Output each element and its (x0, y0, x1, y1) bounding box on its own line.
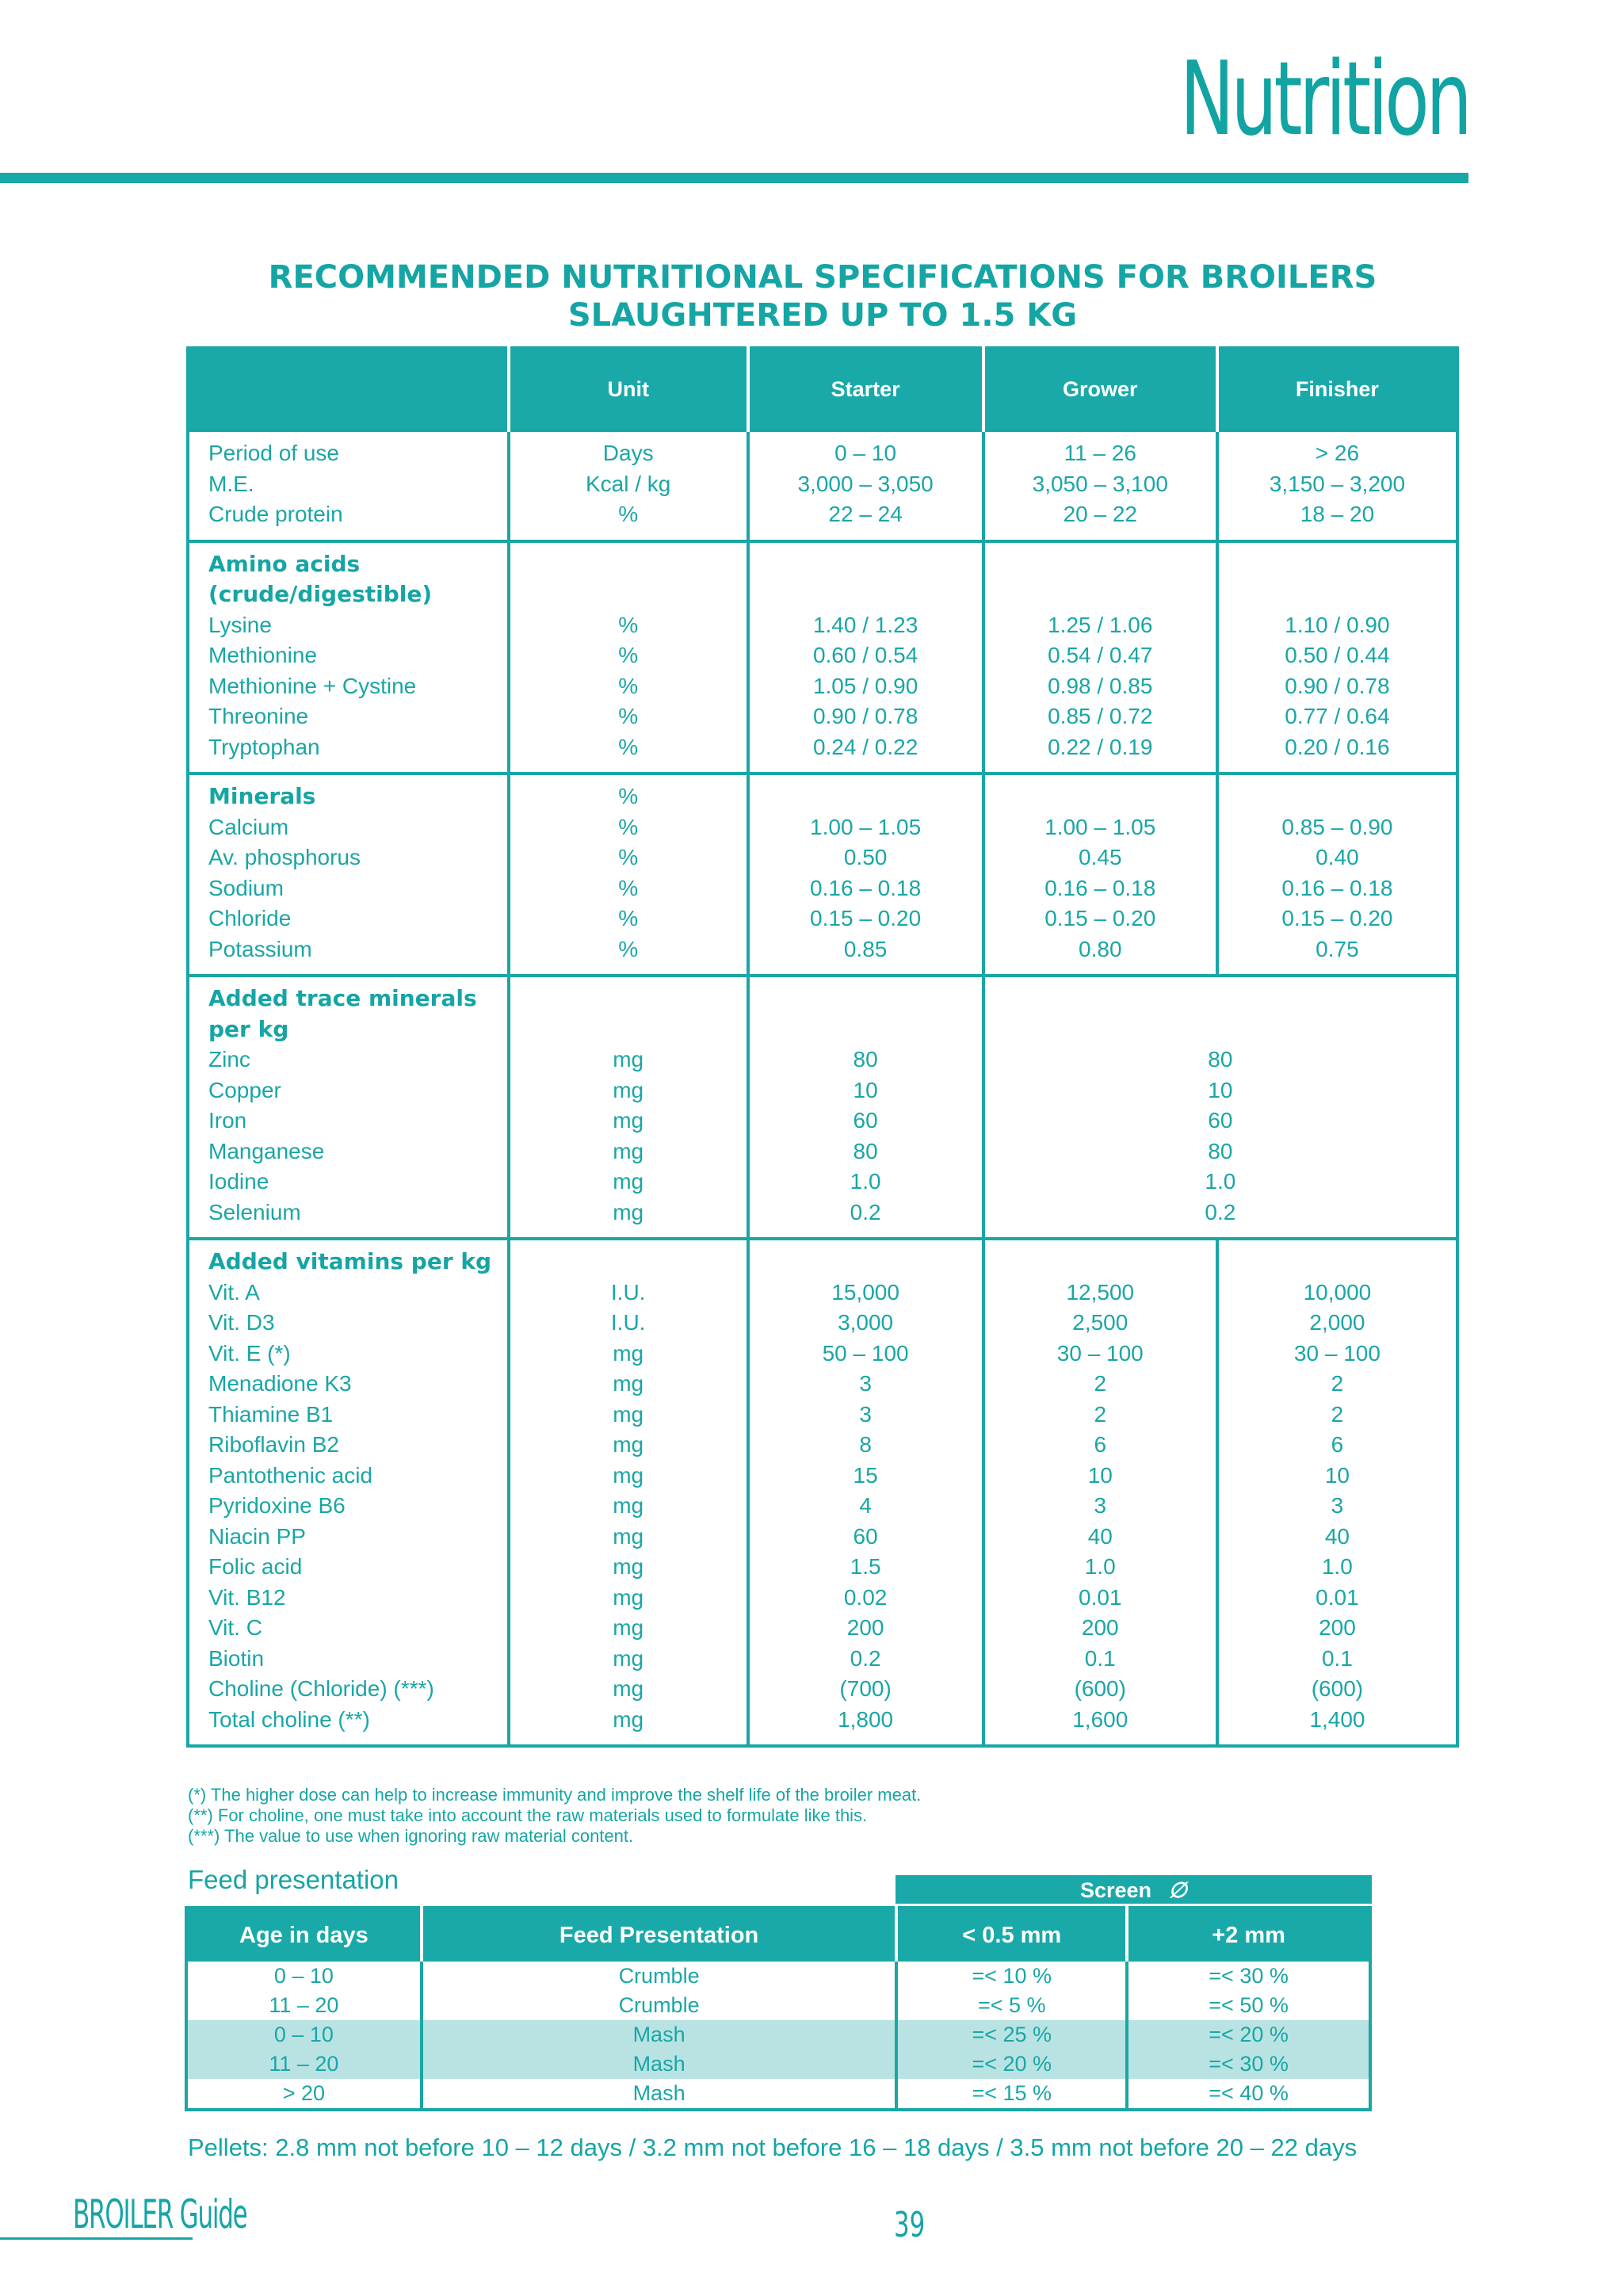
nutrition-spec-table (186, 346, 1459, 1748)
presentation-cell: Crumble (422, 1991, 897, 2020)
row-label: Selenium (208, 1199, 301, 1224)
grower-value: 12,500 (1066, 1279, 1135, 1305)
minerals-labels (189, 775, 507, 974)
fine-cell: =< 25 % (896, 2020, 1127, 2050)
row-label: Manganese (208, 1138, 325, 1163)
unit-value: mg (613, 1371, 644, 1396)
starter-value: 22 – 24 (828, 502, 903, 526)
finisher-value: 30 – 100 (1293, 1340, 1381, 1366)
minerals-grower (985, 775, 1216, 974)
unit-value: % (618, 784, 639, 808)
presentation-cell: Mash (422, 2020, 897, 2050)
starter-value: 10 (853, 1077, 878, 1102)
grower-value: 0.01 (1079, 1584, 1122, 1610)
presentation-cell: Mash (422, 2079, 897, 2110)
starter-value: 200 (846, 1615, 884, 1640)
unit-value: % (618, 906, 639, 930)
trace-labels (189, 977, 507, 1237)
unit-value: mg (613, 1584, 644, 1610)
footer-brand: BROILER Guide (73, 2191, 247, 2237)
column-header-presentation: Feed Presentation (422, 1908, 897, 1962)
minerals-finisher (1219, 775, 1456, 974)
starter-value: 0.60 / 0.54 (812, 643, 918, 667)
grower-value: 200 (1081, 1615, 1119, 1640)
grower-value: 1,600 (1072, 1706, 1128, 1732)
unit-value: % (618, 936, 639, 961)
trace-grower-finisher (985, 977, 1456, 1237)
unit-value: mg (613, 1077, 644, 1102)
finisher-value: 200 (1319, 1615, 1356, 1640)
row-label: Threonine (208, 704, 309, 728)
unit-value: mg (613, 1340, 644, 1366)
coarse-cell: =< 20 % (1127, 2020, 1370, 2050)
section-heading: per kg (208, 1015, 289, 1042)
general-grower (985, 432, 1216, 540)
column-header-starter: Starter (748, 348, 983, 430)
pellets-note: Pellets: 2.8 mm not before 10 – 12 days / 3.2 mm not before 16 – 18 days / 3.5 mm not before 20 – 22 days (188, 2134, 1358, 2161)
starter-value: 1.40 / 1.23 (812, 612, 918, 637)
page-section-title: Nutrition (1179, 40, 1468, 159)
finisher-value: 1.10 / 0.90 (1285, 612, 1390, 637)
grower-value: 1.25 / 1.06 (1048, 612, 1153, 637)
row-label: Thiamine B1 (208, 1401, 334, 1427)
row-label: Period of use (208, 441, 339, 465)
finisher-value: 40 (1324, 1523, 1350, 1549)
footnote: (**) For choline, one must take into account the raw materials used to formulate like this. (188, 1805, 868, 1825)
trace-starter (750, 977, 982, 1237)
row-label: Potassium (208, 936, 312, 961)
finisher-value: 2 (1331, 1401, 1344, 1427)
grower-value: 0.54 / 0.47 (1048, 643, 1153, 667)
section-heading: Added vitamins per kg (208, 1248, 492, 1274)
grower-value: 11 – 26 (1064, 441, 1136, 465)
minerals-units (510, 775, 747, 974)
grower-finisher-value: 80 (1208, 1138, 1233, 1163)
unit-value: % (618, 704, 639, 728)
starter-value: 50 – 100 (822, 1340, 909, 1366)
minerals-starter (750, 775, 982, 974)
column-header-age: Age in days (186, 1908, 422, 1962)
grower-value: 0.15 – 0.20 (1044, 906, 1156, 930)
unit-value: % (618, 612, 639, 637)
finisher-value: 0.01 (1316, 1584, 1359, 1610)
age-cell: > 20 (282, 2081, 326, 2105)
row-label: Av. phosphorus (208, 845, 361, 869)
vitamins-finisher (1219, 1240, 1456, 1744)
starter-value: 0 – 10 (834, 441, 897, 465)
grower-value: 0.16 – 0.18 (1044, 875, 1156, 900)
finisher-value: 0.40 (1316, 845, 1359, 869)
row-label: Pantothenic acid (208, 1462, 373, 1488)
starter-value: 3 (859, 1371, 872, 1396)
row-label: Folic acid (208, 1554, 303, 1579)
column-header-grower: Grower (983, 348, 1217, 430)
row-label: Lysine (208, 612, 272, 637)
finisher-value: 0.75 (1316, 936, 1359, 961)
document-title-line-2: SLAUGHTERED UP TO 1.5 KG (567, 297, 1078, 334)
finisher-value: 6 (1331, 1432, 1344, 1457)
unit-value: I.U. (610, 1310, 646, 1335)
starter-value: 1.05 / 0.90 (812, 673, 918, 698)
column-header-finisher: Finisher (1217, 348, 1457, 430)
grower-finisher-value: 1.0 (1205, 1169, 1236, 1194)
unit-value: mg (613, 1401, 644, 1427)
page-number: 39 (894, 2205, 926, 2245)
unit-value: % (618, 673, 639, 698)
section-general (188, 430, 1457, 541)
fine-cell: =< 10 % (896, 1962, 1127, 1991)
screen-header-label: Screen (1079, 1878, 1151, 1902)
unit-value: mg (613, 1554, 644, 1579)
row-label: Vit. D3 (208, 1310, 275, 1335)
grower-finisher-value: 80 (1208, 1047, 1233, 1072)
finisher-value: 18 – 20 (1300, 502, 1375, 526)
grower-finisher-value: 10 (1208, 1077, 1233, 1102)
age-cell: 0 – 10 (273, 1964, 334, 1988)
section-heading: (crude/digestible) (208, 581, 433, 607)
section-heading: Amino acids (208, 550, 361, 577)
starter-value: 0.85 (843, 936, 888, 961)
starter-value: 3 (859, 1401, 872, 1427)
starter-value: 1.00 – 1.05 (810, 814, 922, 839)
starter-value: (700) (839, 1676, 892, 1701)
column-header-label (188, 348, 509, 430)
starter-value: 4 (859, 1493, 872, 1518)
table-row (186, 1991, 1370, 2020)
starter-value: 0.16 – 0.18 (810, 875, 922, 900)
starter-value: 0.2 (850, 1645, 881, 1671)
starter-value: 8 (859, 1432, 872, 1457)
vitamins-labels (189, 1240, 507, 1744)
finisher-value: 3,150 – 3,200 (1269, 471, 1406, 496)
column-header-coarse: +2 mm (1127, 1908, 1370, 1962)
row-label: Vit. C (208, 1615, 262, 1640)
grower-value: 20 – 22 (1063, 502, 1137, 526)
row-label: Choline (Chloride) (***) (208, 1676, 434, 1701)
row-label: M.E. (208, 471, 254, 496)
footnote: (*) The higher dose can help to increase immunity and improve the shelf life of the broiler meat. (188, 1785, 922, 1805)
finisher-value: 1,400 (1309, 1706, 1365, 1732)
unit-value: % (618, 502, 639, 526)
table-row (186, 2050, 1370, 2079)
table-row (186, 1962, 1370, 1991)
starter-value: 0.15 – 0.20 (810, 906, 922, 930)
starter-value: 60 (853, 1108, 878, 1133)
section-amino-acids (188, 541, 1457, 774)
unit-value: mg (613, 1493, 644, 1518)
finisher-value: 2 (1331, 1371, 1344, 1396)
starter-value: 80 (853, 1138, 878, 1163)
unit-value: mg (613, 1047, 644, 1072)
grower-value: 1.00 – 1.05 (1044, 814, 1156, 839)
starter-value: 0.90 / 0.78 (812, 704, 918, 728)
grower-value: 1.0 (1084, 1554, 1116, 1579)
row-label: Menadione K3 (208, 1371, 352, 1396)
trace-units (510, 977, 747, 1237)
grower-value: 0.1 (1084, 1645, 1116, 1671)
row-label: Crude protein (208, 502, 343, 526)
grower-value: 0.80 (1079, 936, 1122, 961)
feed-presentation-heading: Feed presentation (188, 1865, 399, 1894)
amino-starter (750, 543, 982, 773)
coarse-cell: =< 30 % (1127, 2050, 1370, 2079)
column-header-unit: Unit (509, 348, 748, 430)
grower-value: 40 (1087, 1523, 1113, 1549)
finisher-value: 0.85 – 0.90 (1281, 814, 1393, 839)
row-label: Methionine (208, 643, 317, 667)
row-label: Iodine (208, 1169, 269, 1194)
finisher-value: 0.50 / 0.44 (1285, 643, 1390, 667)
grower-value: 0.22 / 0.19 (1048, 734, 1153, 759)
row-label: Calcium (208, 814, 289, 839)
finisher-value: 0.90 / 0.78 (1285, 673, 1390, 698)
starter-value: 1,800 (838, 1706, 894, 1732)
finisher-value: 0.77 / 0.64 (1285, 704, 1390, 728)
unit-value: % (618, 643, 639, 667)
unit-value: % (618, 734, 639, 759)
starter-value: 1.0 (850, 1169, 881, 1194)
row-label: Chloride (208, 906, 292, 930)
unit-value: mg (613, 1199, 644, 1224)
document-title (186, 258, 1459, 334)
starter-value: 1.5 (850, 1554, 881, 1579)
footer-rule (0, 2237, 193, 2240)
feed-presentation-table (185, 1906, 1372, 2111)
age-cell: 0 – 10 (186, 2020, 422, 2050)
grower-value: (600) (1074, 1676, 1126, 1701)
unit-value: % (618, 814, 639, 839)
general-finisher (1219, 432, 1456, 540)
footnotes (188, 1785, 921, 1847)
row-label: Sodium (208, 875, 284, 900)
age-cell: 11 – 20 (186, 2050, 422, 2079)
coarse-cell: =< 30 % (1127, 1962, 1370, 1991)
row-label: Methionine + Cystine (208, 673, 417, 698)
unit-value: mg (613, 1108, 644, 1133)
grower-finisher-value: 60 (1208, 1108, 1233, 1133)
row-label: Total choline (**) (208, 1706, 370, 1732)
table-row (186, 2079, 1370, 2110)
fine-cell: =< 20 % (896, 2050, 1127, 2079)
presentation-cell: Mash (422, 2050, 897, 2079)
vitamins-starter (750, 1240, 982, 1744)
starter-value: 15,000 (831, 1279, 899, 1305)
unit-value: % (618, 845, 639, 869)
row-label: Vit. A (208, 1279, 260, 1305)
starter-value: 15 (853, 1462, 878, 1488)
grower-value: 3,050 – 3,100 (1032, 471, 1168, 496)
grower-value: 0.45 (1079, 845, 1122, 869)
table-row (186, 2020, 1370, 2050)
starter-value: 0.24 / 0.22 (812, 734, 918, 759)
unit-value: mg (613, 1432, 644, 1457)
unit-value: Kcal / kg (586, 471, 671, 496)
vitamins-units (510, 1240, 747, 1744)
grower-value: 3 (1094, 1493, 1107, 1518)
fine-cell: =< 15 % (896, 2079, 1127, 2110)
column-header-fine: < 0.5 mm (896, 1908, 1127, 1962)
grower-value: 0.85 / 0.72 (1048, 704, 1153, 728)
finisher-value: 0.1 (1321, 1645, 1353, 1671)
vitamins-grower (985, 1240, 1216, 1744)
row-label: Niacin PP (208, 1523, 306, 1549)
starter-value: 80 (853, 1047, 878, 1072)
finisher-value: 10 (1324, 1462, 1350, 1488)
unit-value: % (618, 875, 639, 900)
starter-value: 3,000 (838, 1310, 894, 1335)
grower-value: 2 (1094, 1401, 1107, 1427)
finisher-value: 0.16 – 0.18 (1281, 875, 1393, 900)
document-title-line-1: RECOMMENDED NUTRITIONAL SPECIFICATIONS FOR BROILERS (268, 259, 1377, 296)
row-label: Tryptophan (208, 734, 320, 759)
general-starter (750, 432, 982, 540)
grower-value: 0.98 / 0.85 (1048, 673, 1153, 698)
section-minerals (188, 774, 1457, 976)
age-cell: 11 – 20 (269, 1993, 339, 2017)
unit-value: mg (613, 1169, 644, 1194)
finisher-value: 1.0 (1321, 1554, 1353, 1579)
unit-value: mg (613, 1523, 644, 1549)
section-trace-minerals (188, 976, 1457, 1239)
screen-header (896, 1875, 1372, 1904)
general-labels (189, 432, 507, 540)
section-heading: Minerals (208, 783, 316, 809)
unit-value: I.U. (610, 1279, 646, 1305)
row-label: Copper (208, 1077, 281, 1102)
unit-value: mg (613, 1676, 644, 1701)
finisher-value: 0.15 – 0.20 (1281, 906, 1393, 930)
starter-value: 0.2 (850, 1199, 881, 1224)
starter-value: 0.02 (843, 1584, 888, 1610)
grower-value: 6 (1094, 1432, 1107, 1457)
row-label: Biotin (208, 1645, 265, 1671)
grower-value: 2,500 (1072, 1310, 1128, 1335)
finisher-value: 3 (1331, 1493, 1344, 1518)
grower-finisher-value: 0.2 (1205, 1199, 1236, 1224)
presentation-cell: Crumble (422, 1962, 897, 1991)
row-label: Pyridoxine B6 (208, 1493, 346, 1518)
general-units (510, 432, 747, 540)
header-rule (0, 173, 1468, 183)
finisher-value: 0.20 / 0.16 (1285, 734, 1390, 759)
coarse-cell: =< 40 % (1127, 2079, 1370, 2110)
grower-value: 10 (1087, 1462, 1113, 1488)
unit-value: mg (613, 1706, 644, 1732)
row-label: Iron (208, 1108, 247, 1133)
row-label: Riboflavin B2 (208, 1432, 339, 1457)
unit-value: mg (613, 1645, 644, 1671)
unit-value: mg (613, 1615, 644, 1640)
unit-value: mg (613, 1462, 644, 1488)
grower-value: 2 (1094, 1371, 1107, 1396)
amino-labels (189, 543, 507, 773)
section-vitamins (188, 1239, 1457, 1746)
unit-value: Days (602, 441, 654, 465)
row-label: Zinc (208, 1047, 250, 1072)
finisher-value: > 26 (1315, 441, 1360, 465)
amino-grower (985, 543, 1216, 773)
row-label: Vit. B12 (208, 1584, 286, 1610)
section-heading: Added trace minerals (208, 985, 477, 1011)
footnote: (***) The value to use when ignoring raw material content. (188, 1826, 634, 1846)
starter-value: 3,000 – 3,050 (797, 471, 934, 496)
finisher-value: 2,000 (1309, 1310, 1365, 1335)
coarse-cell: =< 50 % (1127, 1991, 1370, 2020)
starter-value: 0.50 (843, 845, 888, 869)
amino-finisher (1219, 543, 1456, 773)
finisher-value: 10,000 (1303, 1279, 1372, 1305)
amino-units (510, 543, 747, 773)
unit-value: mg (613, 1138, 644, 1163)
diameter-icon: ∅ (1168, 1878, 1188, 1902)
fine-cell: =< 5 % (896, 1991, 1127, 2020)
starter-value: 60 (853, 1523, 878, 1549)
row-label: Vit. E (*) (208, 1340, 291, 1366)
finisher-value: (600) (1311, 1676, 1364, 1701)
grower-value: 30 – 100 (1056, 1340, 1144, 1366)
